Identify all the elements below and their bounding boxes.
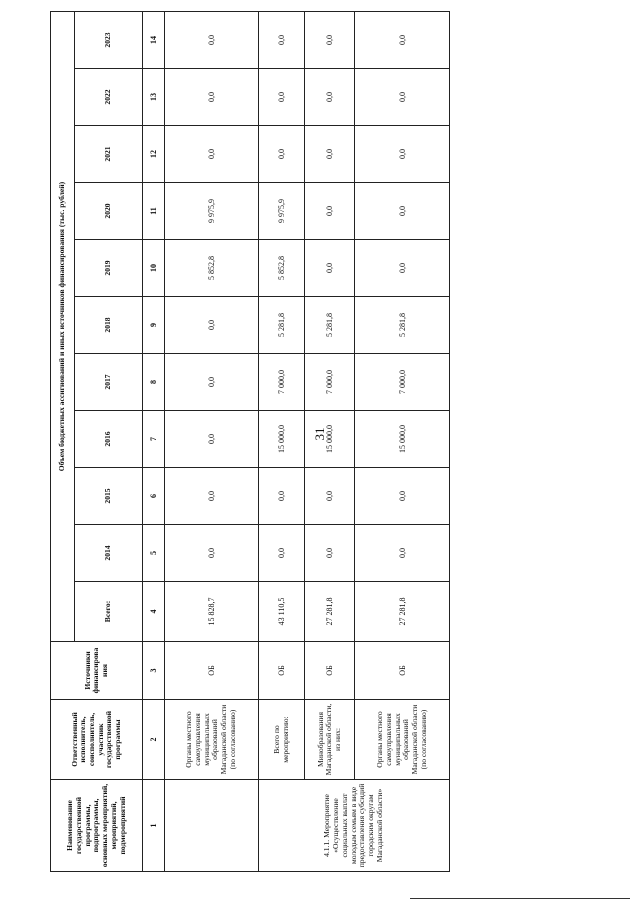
row-value: 5 281,8 bbox=[259, 297, 305, 354]
column-number: 11 bbox=[143, 183, 164, 240]
row-value: 7 000,0 bbox=[305, 354, 355, 411]
column-number: 3 bbox=[143, 642, 164, 700]
row-value: 9 975,9 bbox=[164, 183, 258, 240]
row-value: 0,0 bbox=[164, 525, 258, 582]
row-value: 9 975,9 bbox=[259, 183, 305, 240]
column-number: 1 bbox=[143, 780, 164, 872]
row-total: 27 281,8 bbox=[305, 582, 355, 642]
header-name: Наименование государственной программы, подпрограммы, основных мероприятий, мероприятий, подмероприятий bbox=[51, 780, 143, 872]
row-value: 0,0 bbox=[355, 126, 450, 183]
header-year: 2016 bbox=[75, 411, 143, 468]
table-row bbox=[164, 11, 258, 871]
row-value: 0,0 bbox=[164, 11, 258, 68]
row-value: 0,0 bbox=[164, 297, 258, 354]
row-value: 0,0 bbox=[305, 126, 355, 183]
row-value: 0,0 bbox=[355, 468, 450, 525]
row-source: ОБ bbox=[355, 642, 450, 700]
header-total: Всего: bbox=[75, 582, 143, 642]
column-number: 5 bbox=[143, 525, 164, 582]
page-number: 31 bbox=[312, 427, 327, 441]
table-row bbox=[305, 11, 355, 871]
row-executor: Органы местного самоуправления муниципальных образований Магаданской области (по согласованию) bbox=[355, 700, 450, 780]
column-number: 12 bbox=[143, 126, 164, 183]
header-year: 2015 bbox=[75, 468, 143, 525]
row-value: 0,0 bbox=[259, 468, 305, 525]
column-number: 2 bbox=[143, 700, 164, 780]
row-value: 5 852,8 bbox=[259, 240, 305, 297]
row-value: 0,0 bbox=[355, 240, 450, 297]
row-source: ОБ bbox=[259, 642, 305, 700]
row-name: 4.1.1. Мероприятие «Осуществление социальных выплат молодым семьям в виде предоставления субсидий городским округам Магаданской области» bbox=[259, 780, 450, 872]
column-number: 8 bbox=[143, 354, 164, 411]
row-value: 15 000,0 bbox=[355, 411, 450, 468]
row-value: 0,0 bbox=[355, 183, 450, 240]
row-value: 0,0 bbox=[259, 11, 305, 68]
row-value: 5 281,8 bbox=[355, 297, 450, 354]
header-funding-group: Объем бюджетных ассигнований и иных источников финансирования (тыс. рублей) bbox=[51, 11, 75, 641]
header-year: 2019 bbox=[75, 240, 143, 297]
row-value: 0,0 bbox=[305, 468, 355, 525]
row-value: 0,0 bbox=[164, 69, 258, 126]
column-number: 6 bbox=[143, 468, 164, 525]
bottom-divider bbox=[410, 898, 630, 899]
row-value: 5 852,8 bbox=[164, 240, 258, 297]
table-row bbox=[355, 11, 450, 871]
row-value: 7 000,0 bbox=[355, 354, 450, 411]
row-value: 0,0 bbox=[164, 126, 258, 183]
row-total: 43 110,5 bbox=[259, 582, 305, 642]
header-source: Источники финансирова ния bbox=[51, 642, 143, 700]
row-value: 0,0 bbox=[164, 411, 258, 468]
column-number: 7 bbox=[143, 411, 164, 468]
rotated-table-container bbox=[50, 12, 450, 872]
row-value: 0,0 bbox=[355, 69, 450, 126]
column-number: 14 bbox=[143, 11, 164, 68]
row-value: 0,0 bbox=[355, 11, 450, 68]
row-source: ОБ bbox=[305, 642, 355, 700]
row-value: 0,0 bbox=[164, 468, 258, 525]
row-value: 15 000,0 bbox=[305, 411, 355, 468]
row-value: 0,0 bbox=[305, 11, 355, 68]
row-total: 15 828,7 bbox=[164, 582, 258, 642]
row-executor: Всего по мероприятию: bbox=[259, 700, 305, 780]
column-number: 13 bbox=[143, 69, 164, 126]
header-executor: Ответственный исполнитель, соисполнитель, участник государственной программы bbox=[51, 700, 143, 780]
header-year: 2023 bbox=[75, 11, 143, 68]
row-value: 0,0 bbox=[305, 69, 355, 126]
funding-table bbox=[50, 11, 450, 872]
row-executor: Органы местного самоуправления муниципальных образований Магаданской области (по согласованию) bbox=[164, 700, 258, 780]
row-value: 7 000,0 bbox=[259, 354, 305, 411]
row-value: 0,0 bbox=[305, 183, 355, 240]
row-value: 0,0 bbox=[305, 240, 355, 297]
table-row bbox=[259, 11, 305, 871]
row-total: 27 281,8 bbox=[355, 582, 450, 642]
header-year: 2021 bbox=[75, 126, 143, 183]
row-source: ОБ bbox=[164, 642, 258, 700]
row-value: 5 281,8 bbox=[305, 297, 355, 354]
column-number: 10 bbox=[143, 240, 164, 297]
header-year: 2017 bbox=[75, 354, 143, 411]
row-value: 0,0 bbox=[259, 69, 305, 126]
column-number: 9 bbox=[143, 297, 164, 354]
header-year: 2018 bbox=[75, 297, 143, 354]
row-value: 0,0 bbox=[259, 525, 305, 582]
row-value: 0,0 bbox=[259, 126, 305, 183]
row-executor: Минобразования Магаданской области, из них: bbox=[305, 700, 355, 780]
header-year: 2022 bbox=[75, 69, 143, 126]
header-year: 2020 bbox=[75, 183, 143, 240]
header-year: 2014 bbox=[75, 525, 143, 582]
row-value: 15 000,0 bbox=[259, 411, 305, 468]
row-value: 0,0 bbox=[355, 525, 450, 582]
row-name bbox=[164, 780, 258, 872]
column-number: 4 bbox=[143, 582, 164, 642]
row-value: 0,0 bbox=[305, 525, 355, 582]
row-value: 0,0 bbox=[164, 354, 258, 411]
